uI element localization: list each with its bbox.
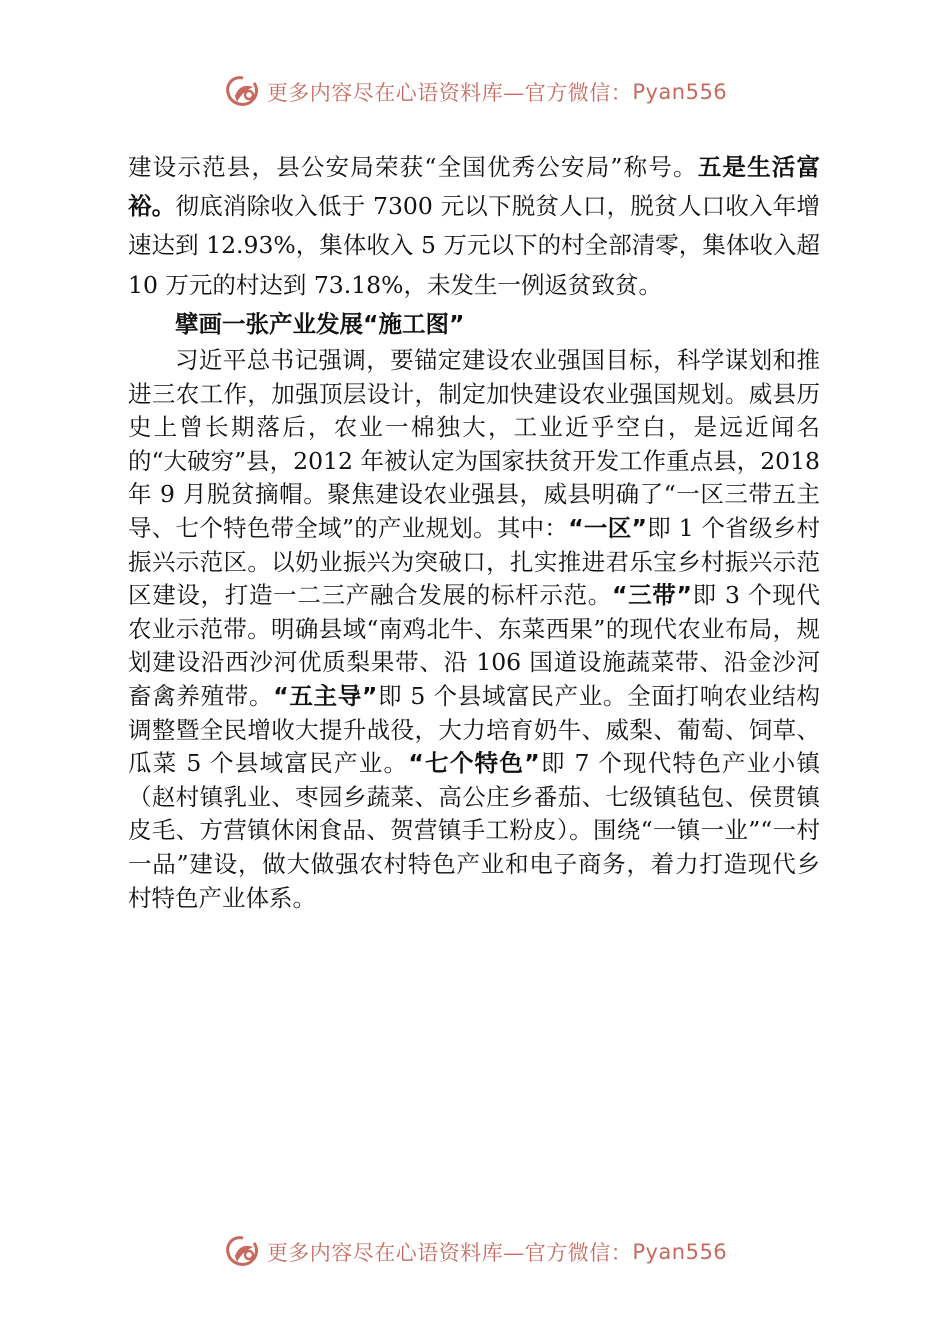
section-heading: 擘画一张产业发展“施工图”: [175, 309, 465, 338]
footer-watermark: [0, 1230, 950, 1274]
text-run: 即 1 个省级乡村振兴示范区。以奶业振兴为突破口，扎实推进君乐宝乡村振兴示范区建设，打造一二三产融合发展的标杆示范。: [128, 513, 820, 610]
bold-phrase: “一区”: [568, 513, 647, 542]
watermark-logo-icon: [223, 1232, 263, 1272]
watermark-logo-icon: [223, 72, 263, 112]
header-watermark: [0, 70, 950, 114]
bold-phrase: 五是生活富裕。: [128, 153, 820, 221]
watermark-text: 更多内容尽在心语资料库—官方微信：: [266, 1241, 633, 1265]
text-run: 建设示范县，县公安局荣获“全国优秀公安局”称号。: [128, 153, 698, 181]
text-run: 即 7 个现代特色产业小镇（赵村镇乳业、枣园乡蔬菜、高公庄乡番茄、七级镇毡包、侯贯镇皮毛、方营镇休闲食品、贺营镇手工粉皮）。围绕“一镇一业”“一村一品”建设，做大做强农村特色产业和电子商务，着力打造现代乡村特色产业体系。: [128, 749, 820, 912]
text-run: 习近平总书记强调，要锚定建设农业强国目标，科学谋划和推进三农工作，加强顶层设计，制定加快建设农业强国规划。威县历史上曾长期落后，农业一棉独大，工业近乎空白，是远近闻名的“大破穷”县，2012 年被认定为国家扶贫开发工作重点县，2018 年 9 月脱贫摘帽。聚焦建设农业强县，威县明确了“一区三带五主导、七个特色带全域”的产业规划。其中：: [128, 346, 820, 542]
paragraph-living-standard: [128, 148, 820, 305]
text-run: 即 3 个现代农业示范带。明确县域“南鸡北牛、东菜西果”的现代农业布局，规划建设沿西沙河优质梨果带、沿 106 国道设施蔬菜带、沿金沙河畜禽养殖带。: [128, 581, 820, 710]
bold-phrase: “五主导”: [273, 681, 378, 710]
watermark-text: 更多内容尽在心语资料库—官方微信：: [266, 81, 633, 105]
bold-phrase: “七个特色”: [408, 749, 540, 778]
paragraph-industry-plan: [128, 344, 820, 915]
bold-phrase: “三带”: [611, 581, 692, 610]
watermark-wechat-id: Pyan556: [632, 80, 728, 104]
text-run: 即 5 个县域富民产业。全面打响农业结构调整暨全民增收大提升战役，大力培育奶牛、威梨、葡萄、饲草、瓜菜 5 个县域富民产业。: [128, 681, 821, 778]
document-body: [128, 148, 820, 915]
text-run: 彻底消除收入低于 7300 元以下脱贫人口，脱贫人口收入年增速达到 12.93%，集体收入 5 万元以下的村全部清零，集体收入超 10 万元的村达到 73.18%，未发生一例返贫致贫。: [128, 192, 821, 299]
watermark-wechat-id: Pyan556: [632, 1240, 728, 1264]
